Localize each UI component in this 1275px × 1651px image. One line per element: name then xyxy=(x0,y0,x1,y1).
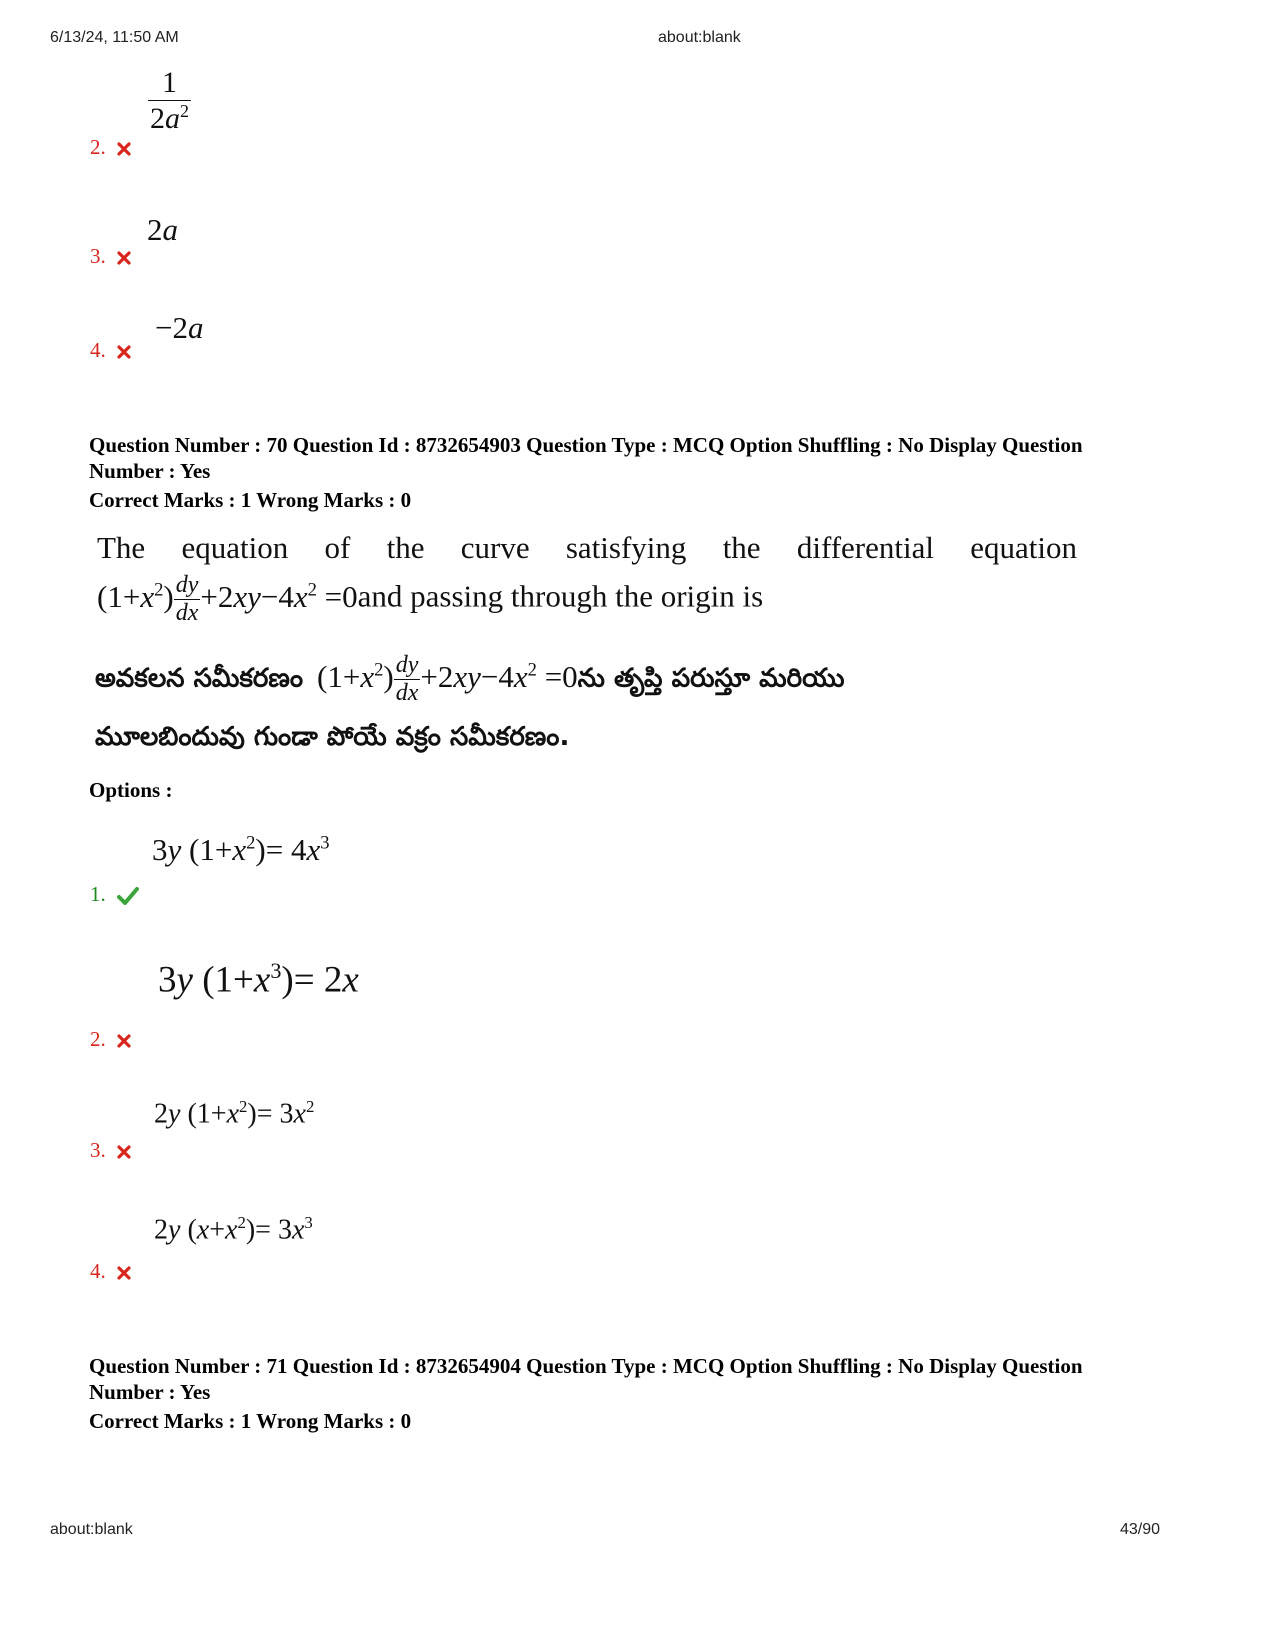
q70-meta xyxy=(89,432,1199,484)
wrong-cross-icon xyxy=(117,1034,131,1048)
q70-text-te-line1 xyxy=(95,652,845,707)
q71-meta-line1: Question Number : 71 Question Id : 8732654904 Question Type : MCQ Option Shuffling : No Display Question xyxy=(89,1354,1083,1378)
q70-text-te-line2: మూలబిందువు గుండా పోయే వక్రం సమీకరణం. xyxy=(95,722,570,752)
q70-meta-line2: Number : Yes xyxy=(89,459,211,483)
option-number: 4. xyxy=(90,338,106,362)
q71-meta xyxy=(89,1353,1199,1405)
print-footer-url: about:blank xyxy=(50,1521,133,1538)
q70-options-label: Options : xyxy=(89,778,173,802)
wrong-cross-icon xyxy=(117,1145,131,1159)
option-number: 3. xyxy=(90,1138,106,1162)
q70-option-2 xyxy=(90,1027,131,1052)
prev-option-2 xyxy=(90,135,131,160)
prev-option-2-math: $\frac{1}{2a^2}$ xyxy=(150,66,189,135)
wrong-cross-icon xyxy=(117,142,131,156)
wrong-cross-icon xyxy=(117,251,131,265)
q70-option-1-math: 3y $(1+x^2)= 4x^3$ xyxy=(152,832,330,867)
q70-option-2-math: 3y $(1+x^3)= 2x$ xyxy=(158,958,359,1001)
prev-option-3-math: 2a xyxy=(147,212,178,247)
q70-marks: Correct Marks : 1 Wrong Marks : 0 xyxy=(89,488,412,512)
option-number: 2. xyxy=(90,1027,106,1051)
option-number: 3. xyxy=(90,244,106,268)
prev-option-4 xyxy=(90,338,131,363)
correct-check-icon xyxy=(117,887,139,905)
option-number: 2. xyxy=(90,135,106,159)
page-number: 43/90 xyxy=(1120,1521,1161,1538)
prev-option-3 xyxy=(90,244,131,269)
q70-meta-line1: Question Number : 70 Question Id : 8732654903 Question Type : MCQ Option Shuffling : No Display Question xyxy=(89,433,1083,457)
q70-text-te-1b: ను తృప్తి పరుస్తూ మరియు xyxy=(577,663,845,694)
q70-text-en-tail: and passing through the origin is xyxy=(357,578,764,614)
wrong-cross-icon xyxy=(117,345,131,359)
q70-option-4-math: 2y $(x+x^2)= 3x^3$ xyxy=(154,1213,313,1246)
option-number: 1. xyxy=(90,882,106,906)
q70-text-en-line2 xyxy=(97,572,763,627)
q71-marks: Correct Marks : 1 Wrong Marks : 0 xyxy=(89,1409,412,1433)
q71-meta-line2: Number : Yes xyxy=(89,1380,211,1404)
prev-option-4-math: −2a xyxy=(155,310,204,345)
q70-option-4 xyxy=(90,1259,131,1284)
q70-option-3 xyxy=(90,1138,131,1163)
option-number: 4. xyxy=(90,1259,106,1283)
q70-equation: $(1+x^2)$ $\frac{dy}{dx}$ $+2xy-4x^2 =0$ xyxy=(97,572,358,626)
q70-text-en-line1: The equation of the curve satisfying the differential equation xyxy=(97,530,1077,565)
q70-option-1 xyxy=(90,882,139,907)
q70-text-te-1a: అవకలన సమీకరణం xyxy=(95,663,304,694)
print-title: about:blank xyxy=(658,29,741,46)
print-datetime: 6/13/24, 11:50 AM xyxy=(50,29,179,46)
q70-equation-te: $(1+x^2)$ $\frac{dy}{dx}$ $+2xy-4x^2 =0$ xyxy=(317,652,578,706)
wrong-cross-icon xyxy=(117,1266,131,1280)
q70-option-3-math: 2y $(1+x^2)= 3x^2$ xyxy=(154,1097,315,1130)
